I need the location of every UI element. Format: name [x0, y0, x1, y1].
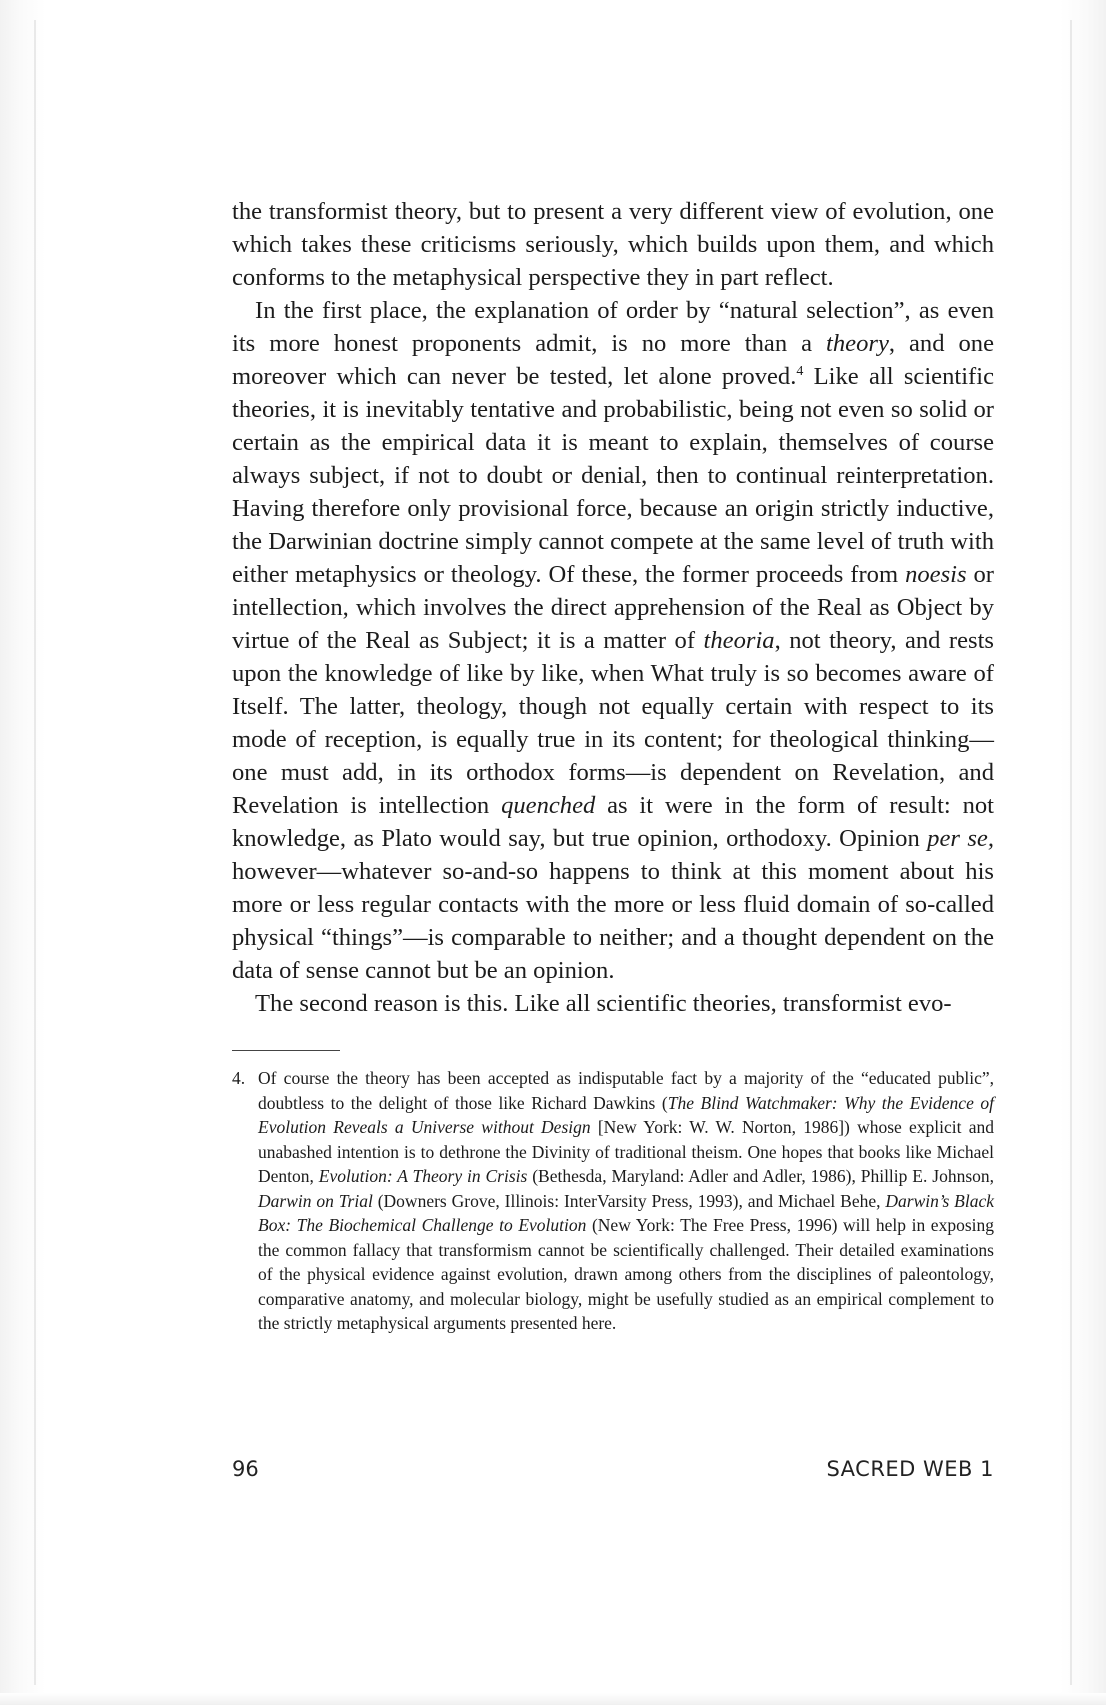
paragraph-2: [232, 294, 994, 987]
body-text: [232, 195, 994, 1020]
page-edge-right: [1060, 0, 1106, 1705]
footnote-part-d: (Downers Grove, Illinois: InterVarsity Press, 1993), and Michael Behe,: [372, 1190, 886, 1211]
paragraph-3: The second reason is this. Like all scientific theories, transformist evo-: [255, 990, 952, 1017]
footnote-part-e: (New York: The Free Press, 1996) will help in exposing the common fallacy that transformism cannot be scientifically challenged. Their detailed examinations of the physical evidence against evolution, drawn among others from the disciplines of paleontology, comparative anatomy, and molecular biology, might be usefully studied as an empirical complement to the strictly metaphysical arguments presented here.: [258, 1215, 994, 1333]
paragraph-2-italic-noesis: noesis: [905, 561, 967, 588]
footnote-4: [232, 1066, 994, 1336]
page-footer: [232, 1457, 994, 1487]
running-head: SACRED WEB 1: [826, 1457, 994, 1481]
paragraph-2-italic-theory: theory: [826, 330, 889, 357]
footnote-part-b: [New York: W. W. Norton, 1986]) whose explicit and unabashed intention is to dethrone the Divinity of traditional theism. One hopes that books like Michael Denton,: [258, 1117, 995, 1186]
paragraph-2-part-g: however—whatever so-and-so happens to think at this moment about his more or less regular contacts with the more or less fluid domain of so-called physical “things”—is comparable to neither; and a thought dependent on the data of sense cannot but be an opinion.: [232, 858, 994, 984]
footnote-title-darwin-on-trial: Darwin on Trial: [258, 1190, 373, 1211]
paragraph-2-italic-quenched: quenched: [501, 792, 596, 819]
paragraph-2-part-c: Like all scientific theories, it is inevitably tentative and probabilistic, being not even so solid or certain as the empirical data it is meant to explain, themselves of course always subject, if not to doubt or denial, then to continual reinterpretation. Having therefore only provisional force, because an origin strictly inductive, the Darwinian doctrine simply cannot compete at the same level of truth with either metaphysics or theology. Of these, the former proceeds from: [232, 363, 994, 588]
footnote-number: 4.: [232, 1068, 246, 1088]
page-number: 96: [232, 1457, 259, 1481]
footnote-part-a: Of course the theory has been accepted as indisputable fact by a majority of the “educated public”, doubtless to the delight of those like Richard Dawkins (: [258, 1068, 994, 1113]
page-edge-left: [0, 0, 46, 1705]
footnote-title-evolution-theory-in-crisis: Evolution: A Theory in Crisis: [318, 1166, 528, 1186]
paragraph-1: the transformist theory, but to present a very different view of evolution, one which takes these criticisms seriously, which builds upon them, and which conforms to the metaphysical perspective they in part reflect.: [232, 198, 994, 291]
footnote-reference-4[interactable]: 4: [796, 363, 804, 379]
paragraph-2-part-d: or intellection, which involves the direct apprehension of the Real as Object by virtue of the Real as Subject; it is a matter of: [232, 561, 994, 654]
page-edge-bottom: [0, 1693, 1106, 1705]
paragraph-2-part-b: , and one moreover which can never be tested, let alone proved.: [232, 330, 995, 390]
footnote-text: [258, 1066, 994, 1336]
footnote-rule: [232, 1050, 340, 1051]
footnote-part-c: (Bethesda, Maryland: Adler and Adler, 1986), Phillip E. Johnson,: [527, 1166, 995, 1186]
footnote-title-darwins-black-box: Darwin’s Black Box: The Biochemical Challenge to Evolution: [258, 1190, 995, 1235]
footnote-title-blind-watchmaker: The Blind Watchmaker: Why the Evidence of Evolution Reveals a Universe without Design: [258, 1092, 994, 1137]
paragraph-2-part-a: In the first place, the explanation of order by “natural selection”, as even its more honest proponents admit, is no more than a: [232, 297, 994, 357]
paragraph-2-italic-per-se: per se,: [927, 825, 994, 852]
text-block: [232, 195, 994, 1336]
paragraph-2-part-f: as it were in the form of result: not knowledge, as Plato would say, but true opinion, orthodoxy. Opinion: [232, 792, 995, 852]
paragraph-2-italic-theoria: theoria: [703, 627, 775, 654]
paragraph-2-part-e: , not theory, and rests upon the knowledge of like by like, when What truly is so becomes aware of Itself. The latter, theology, though not equally certain with respect to its mode of reception, is equally true in its content; for theological thinking—one must add, in its orthodox forms—is dependent on Revelation, and Revelation is intellection: [232, 627, 995, 819]
